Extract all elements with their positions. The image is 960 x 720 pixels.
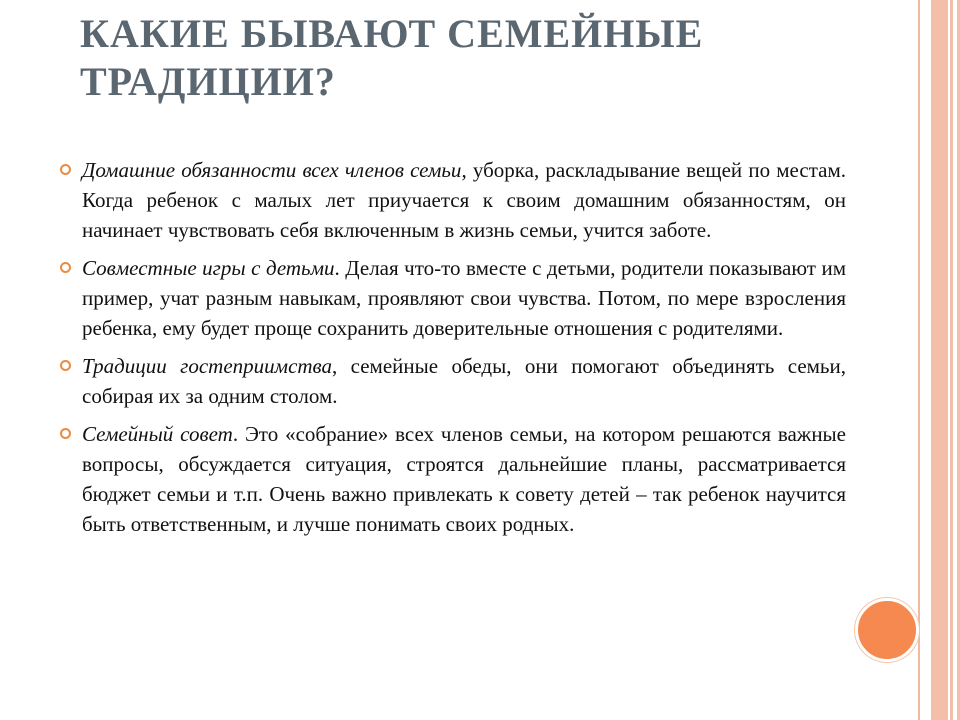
bullet-item (60, 419, 846, 539)
bullet-text: . Делая что-то вместе с детьми, родители показывают им пример, учат разным навыкам, проявляют свои чувства. Потом, по мере взросления ребенка, ему будет проще сохранить доверительные отношения с родителями. (82, 256, 846, 340)
bullet-term: Совместные игры с детьми (82, 256, 335, 280)
ring-bullet-icon (60, 360, 71, 371)
ring-bullet-icon (60, 164, 71, 175)
bullet-term: Домашние обязанности всех членов семьи (82, 158, 462, 182)
decorative-stripe (950, 0, 953, 720)
bullet-text: . Это «собрание» всех членов семьи, на котором решаются важные вопросы, обсуждается ситуация, строятся дальнейшие планы, рассматривается бюджет семьи и т.п. Очень важно привлекать к совету детей – так ребенок научится быть ответственным, и лучше понимать своих родных. (82, 422, 846, 536)
bullet-text: , семейные обеды, они помогают объединять семьи, собирая их за одним столом. (82, 354, 847, 408)
bullet-item (60, 253, 846, 343)
decorative-circle-icon (855, 598, 919, 662)
bullet-term: Традиции гостеприимства (82, 354, 333, 378)
slide-title: КАКИЕ БЫВАЮТ СЕМЕЙНЫЕ ТРАДИЦИИ? (80, 11, 704, 104)
bullet-term: Семейный совет (82, 422, 233, 446)
decorative-stripe (918, 0, 920, 720)
ring-bullet-icon (60, 428, 71, 439)
ring-bullet-icon (60, 262, 71, 273)
bullet-item (60, 351, 846, 411)
decorative-stripe (931, 0, 948, 720)
bullet-text: , уборка, раскладывание вещей по местам. Когда ребенок с малых лет приучается к своим домашним обязанностям, он начинает чувствовать себя включенным в жизнь семьи, учится заботе. (82, 158, 846, 242)
bullet-list (60, 155, 846, 547)
bullet-item (60, 155, 846, 245)
